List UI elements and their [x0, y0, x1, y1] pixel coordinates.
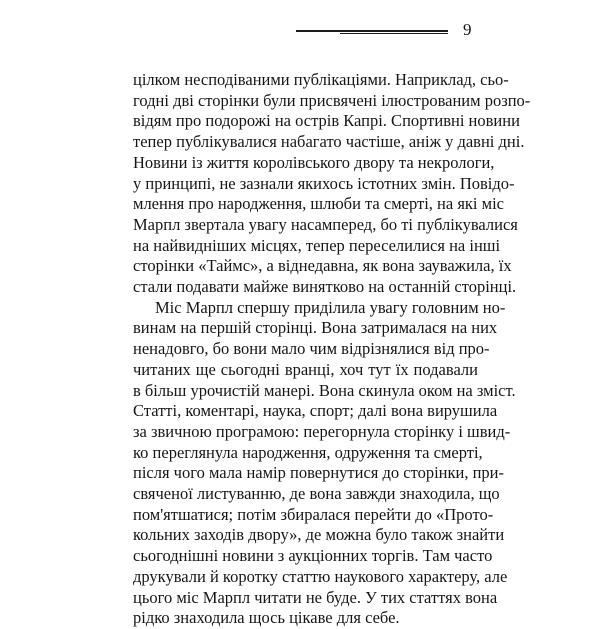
text-line: за звичною програмою: перегорнула сторінку і швид-: [133, 421, 511, 441]
text-line: годні дві сторінки були присвячені ілюстрованим розпо-: [133, 90, 531, 110]
text-line: на найвидніших місцях, тепер переселилися на інші: [133, 235, 501, 255]
text-line: читаних ще сьогодні вранці, хоч тут їх подавали: [133, 359, 478, 379]
text-line: свяченої листуванню, де вона завжди знаходила, що: [133, 484, 500, 504]
text-line: Міс Марпл спершу приділила увагу головним но-: [155, 297, 506, 317]
text-line: сьогоднішні новини з аукціонних торгів. Там часто: [133, 546, 493, 566]
text-line: після чого мала намір повернутися до сторінки, при-: [133, 463, 505, 483]
text-line: цілком несподіваними публікаціями. Наприклад, сьо-: [133, 70, 509, 89]
text-line: кольних заходів двору», де можна було також знайти: [133, 525, 505, 545]
header-rule-thick: [296, 30, 448, 32]
text-line: Статті, коментарі, наука, спорт; далі вона вирушила: [133, 401, 498, 421]
header-rule: [296, 30, 448, 35]
text-line: ко переглянула народження, одруження та смерті,: [133, 442, 483, 462]
text-line: сторінки «Таймс», а віднедавна, як вона зауважила, їх: [133, 256, 512, 276]
text-line: винам на першій сторінці. Вона затрималася на них: [133, 318, 498, 338]
paragraph-2: [133, 297, 516, 629]
text-line: стали подавати майже винятково на останній сторінці.: [133, 277, 517, 297]
text-line: Марпл звертала увагу насамперед, бо ті публікувалися: [133, 214, 518, 234]
text-line: Новини із життя королівського двору та некрологи,: [133, 152, 495, 172]
text-line: друкували й коротку статтю наукового характеру, але: [133, 566, 508, 586]
text-line: в більш урочистій манері. Вона скинула оком на зміст.: [133, 380, 516, 400]
page-number: 9: [463, 20, 472, 39]
text-line: пом'ятшатися; потім збиралася перейти до «Прото-: [133, 504, 494, 524]
text-line: відям про подорожі на острів Капрі. Спортивні новини: [133, 111, 520, 131]
body-text: [133, 70, 531, 629]
paragraph-1: [133, 70, 531, 298]
text-line: у принципі, не зазнали якихось істотних змін. Повідо-: [133, 173, 515, 193]
text-line: рідко знаходила щось цікаве для себе.: [133, 608, 400, 628]
text-line: ненадовго, бо вони мало чим відрізнялися від про-: [133, 339, 490, 359]
text-line: тепер публікувалися набагато частіше, аніж у давні дні.: [133, 132, 525, 152]
header-rule-thin: [340, 33, 448, 34]
text-line: цього міс Марпл читати не буде. У тих статтях вона: [133, 587, 498, 607]
text-line: млення про народження, шлюби та смерті, на які міс: [133, 194, 504, 214]
